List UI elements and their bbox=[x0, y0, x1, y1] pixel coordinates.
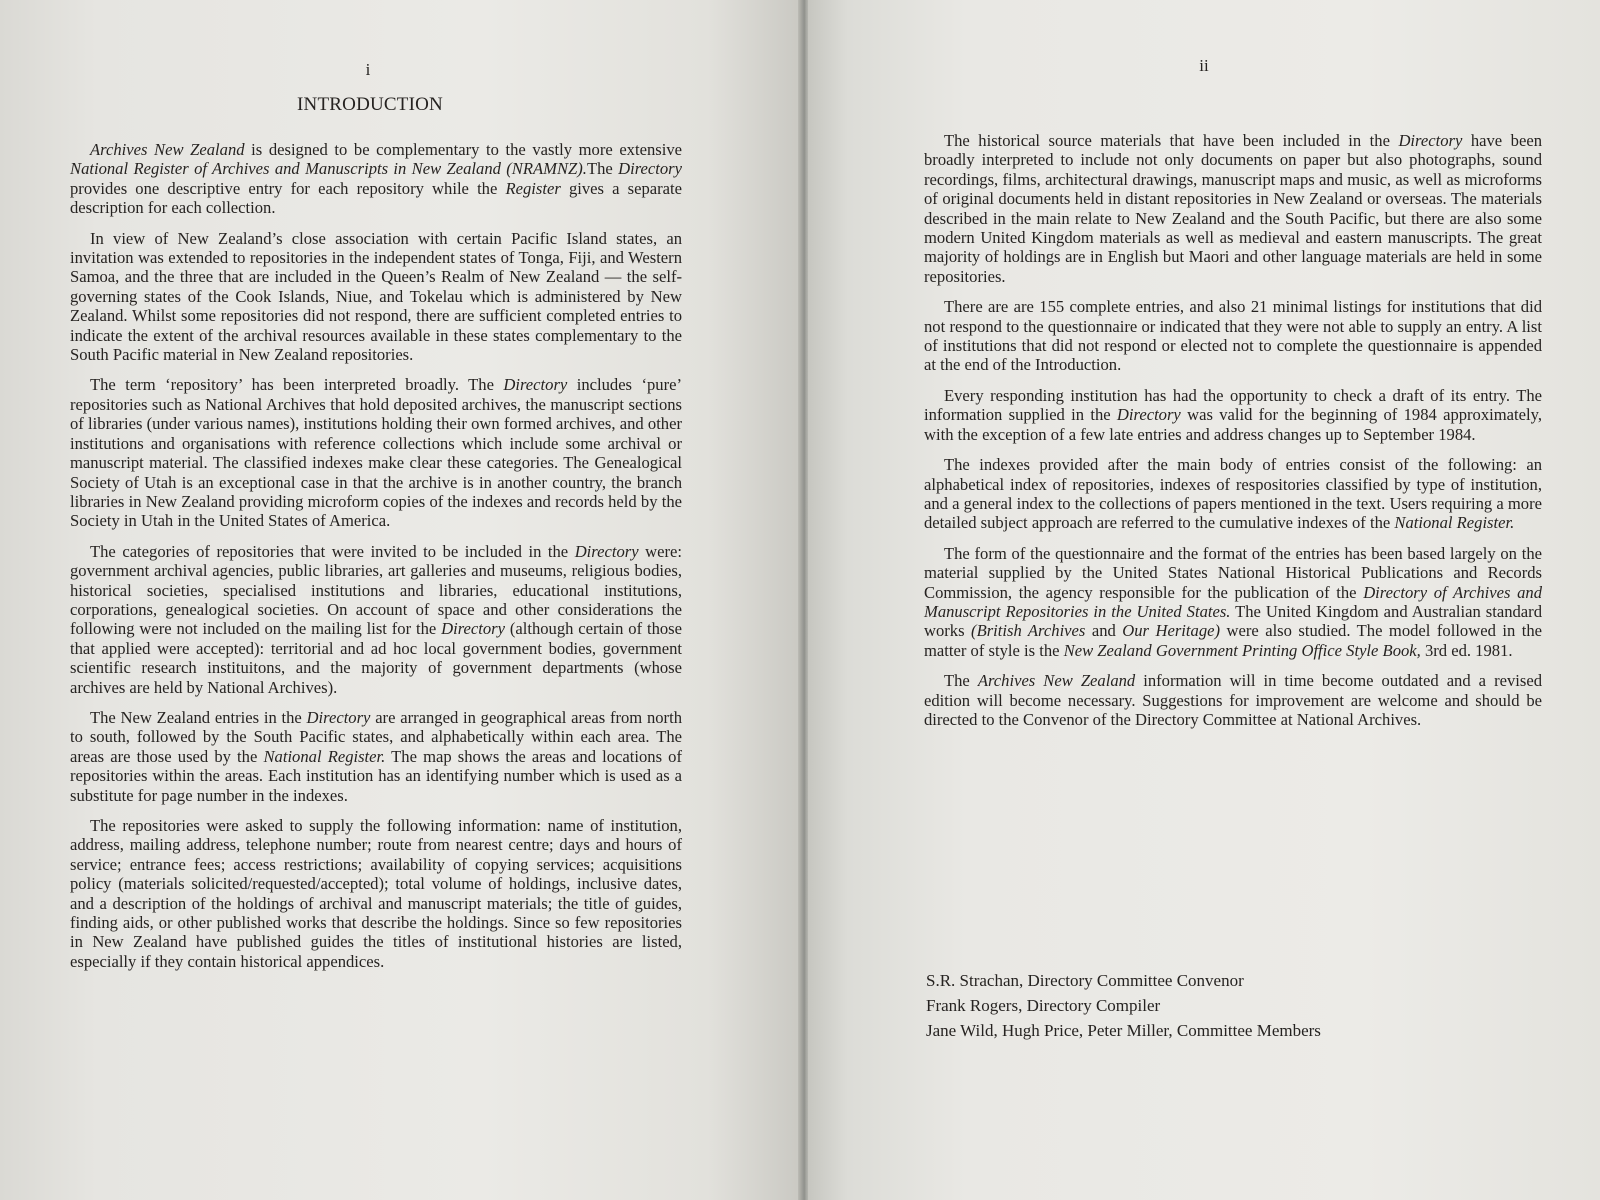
paragraph-text: The term ‘repository’ has been interpreted broadly. The bbox=[90, 375, 504, 395]
paragraph-text: is designed to be complementary to the vastly more extensive bbox=[244, 140, 682, 159]
paragraph bbox=[924, 544, 1542, 660]
signature-convenor: S.R. Strachan, Directory Committee Convenor bbox=[926, 971, 1244, 990]
paragraph-text: was valid for the beginning of 1984 approximately, with the exception of a few late entries and address changes up to September 1984. bbox=[924, 405, 1542, 444]
paragraph-text: The form of the questionnaire and the format of the entries has been based largely on the material supplied by the United States National Historical Publications and Records Commission, the agency responsible for the publication of the bbox=[924, 543, 1542, 602]
italic-title-text: Register bbox=[505, 178, 561, 198]
paragraph bbox=[70, 375, 682, 530]
paragraph-text: The United Kingdom and Australian standard works bbox=[924, 601, 1542, 641]
paragraph-text: There are are 155 complete entries, and also 21 minimal listings for institutions that did not respond to the questionnaire or indicated that they were not able to supply an entry. A list of institutions that did not respond or elected not to complete the questionnaire is appended at the end of the Introduction. bbox=[924, 297, 1542, 375]
italic-title-text: New Zealand Government Printing Office Style Book, bbox=[1063, 640, 1421, 660]
paragraph-text: The historical source materials that have been included in the bbox=[944, 131, 1399, 150]
italic-title-text: Our Heritage) bbox=[1122, 621, 1221, 641]
italic-title-text: Directory bbox=[1116, 405, 1181, 425]
paragraph-text: (although certain of those that applied were accepted): territorial and ad hoc local government bodies, government scientific research instituitons, and the majority of government departments (whose archives are held by National Archives). bbox=[70, 619, 682, 697]
paragraph-text: The repositories were asked to supply the following information: name of institution, address, mailing address, telephone number; route from nearest centre; days and hours of service; entrance fees; access restrictions; availability of copying services; acquisitions policy (materials solicited/requested/accepted); total volume of holdings, inclusive dates, and a description of the holdings of archival and manuscript materials; the title of guides, finding aids, or other published works that describe the holdings. Since so few repositories in New Zealand have published guides the titles of institutional histories are listed, especially if they contain historical appendices. bbox=[70, 816, 682, 971]
paragraph bbox=[70, 816, 682, 971]
paragraph bbox=[924, 297, 1542, 375]
paragraph-text: The categories of repositories that were invited to be included in the bbox=[90, 541, 575, 561]
italic-title-text: Directory bbox=[618, 159, 682, 179]
paragraph bbox=[924, 386, 1542, 444]
paragraph-text: In view of New Zealand’s close association with certain Pacific Island states, an invitation was extended to repositories in the independent states of Tonga, Fiji, and Western Samoa, and the three that are included in the Queen’s Realm of New Zealand — the self-governing states of the Cook Islands, Niue, and Tokelau which is administered by New Zealand. Whilst some repositories did not respond, there are sufficient completed entries to indicate the extent of the archival resources available in these states complementary to the South Pacific material in New Zealand repositories. bbox=[70, 228, 682, 365]
paragraph bbox=[70, 140, 682, 218]
signature-block bbox=[926, 968, 1486, 1043]
paragraph bbox=[924, 455, 1542, 533]
paragraph-text: 3rd ed. 1981. bbox=[1420, 640, 1513, 660]
paragraph-text: The map shows the areas and locations of repositories within the areas. Each institution has an identifying number which is used as a substitute for page number in the indexes. bbox=[70, 746, 683, 805]
signature-compiler: Frank Rogers, Directory Compiler bbox=[926, 996, 1161, 1015]
italic-title-text: Directory bbox=[1398, 131, 1463, 150]
paragraph-text: were: government archival agencies, public libraries, art galleries and museums, religious bodies, historical societies, specialised institutions and libraries, educational institutions, corporations, genealogical societies. On account of space and other considerations the following were not included on the mailing list for the bbox=[70, 541, 682, 639]
right-page bbox=[808, 0, 1600, 1200]
paragraph bbox=[924, 671, 1542, 729]
paragraph bbox=[924, 131, 1542, 286]
paragraph-text: The bbox=[586, 159, 619, 179]
paragraph-text: The bbox=[944, 671, 978, 691]
italic-title-text: Directory bbox=[306, 707, 371, 727]
paragraph-text: are arranged in geographical areas from north to south, followed by the South Pacific states, and alphabetically within each area. The areas are those used by the bbox=[70, 707, 682, 766]
signature-committee-members: Jane Wild, Hugh Price, Peter Miller, Committee Members bbox=[926, 1021, 1321, 1040]
paragraph-text: information will in time become outdated and a revised edition will become necessary. Suggestions for improvement are welcome and should be directed to the Convenor of the Directory Committee at National Archives. bbox=[924, 671, 1542, 729]
page-number-left: i bbox=[365, 60, 371, 79]
paragraph-text: includes ‘pure’ repositories such as National Archives that hold deposited archives, the manuscript sections of libraries (under various names), institutions holding their own formed archives, and other institutions and organisations with reference collections which include some archival or manuscript material. The classified indexes make clear these categories. The Genealogical Society of Utah is an exceptional case in that the archive is in another country, the branch libraries in New Zealand providing microform copies of the indexes and records held by the Society in Utah in the United States of America. bbox=[70, 375, 682, 531]
italic-title-text: National Register. bbox=[1394, 513, 1515, 533]
paragraph bbox=[70, 229, 682, 365]
paragraph bbox=[70, 708, 682, 805]
paragraph-text: The New Zealand entries in the bbox=[90, 707, 307, 727]
italic-title-text: Archives New Zealand bbox=[90, 140, 245, 159]
paragraph-text: and bbox=[1085, 621, 1123, 641]
italic-title-text: National Register of Archives and Manuscripts in New Zealand (NRAMNZ). bbox=[70, 159, 587, 179]
paragraph-text: Every responding institution has had the opportunity to check a draft of its entry. The information supplied in the bbox=[924, 385, 1542, 425]
paragraph-text: have been broadly interpreted to include not only documents on paper but also photographs, sound recordings, films, architectural drawings, manuscript maps and music, as well as microforms of original documents held in distant repositories in New Zealand or overseas. The materials described in the main relate to New Zealand and the South Pacific, but there are also some modern United Kingdom materials as well as medieval and eastern manuscripts. The great majority of holdings are in English but Maori and other language materials are held in some repositories. bbox=[924, 131, 1542, 286]
introduction-heading: INTRODUCTION bbox=[297, 94, 443, 115]
paragraph-text: gives a separate description for each collection. bbox=[70, 178, 682, 218]
paragraph bbox=[70, 542, 682, 697]
italic-title-text: National Register. bbox=[263, 746, 386, 766]
paragraph-text: provides one descriptive entry for each repository while the bbox=[70, 178, 506, 198]
italic-title-text: Directory bbox=[503, 375, 568, 395]
paragraph-text: were also studied. The model followed in the matter of style is the bbox=[924, 621, 1542, 660]
left-page-body bbox=[70, 140, 682, 982]
italic-title-text: (British Archives bbox=[971, 621, 1086, 641]
italic-title-text: Directory bbox=[441, 619, 505, 639]
right-page-body bbox=[924, 131, 1542, 740]
paragraph-text: The indexes provided after the main body of entries consist of the following: an alphabetical index of repositories, indexes of respositories classified by type of institution, and a general index to the collections of papers mentioned in the text. Users requiring a more detailed subject approach are referred to the cumulative indexes of the bbox=[924, 455, 1542, 533]
page-number-right: ii bbox=[1199, 56, 1209, 75]
italic-title-text: Archives New Zealand bbox=[977, 671, 1136, 691]
italic-title-text: Directory of Archives and Manuscript Repositories in the United States. bbox=[924, 582, 1542, 621]
italic-title-text: Directory bbox=[574, 541, 639, 561]
